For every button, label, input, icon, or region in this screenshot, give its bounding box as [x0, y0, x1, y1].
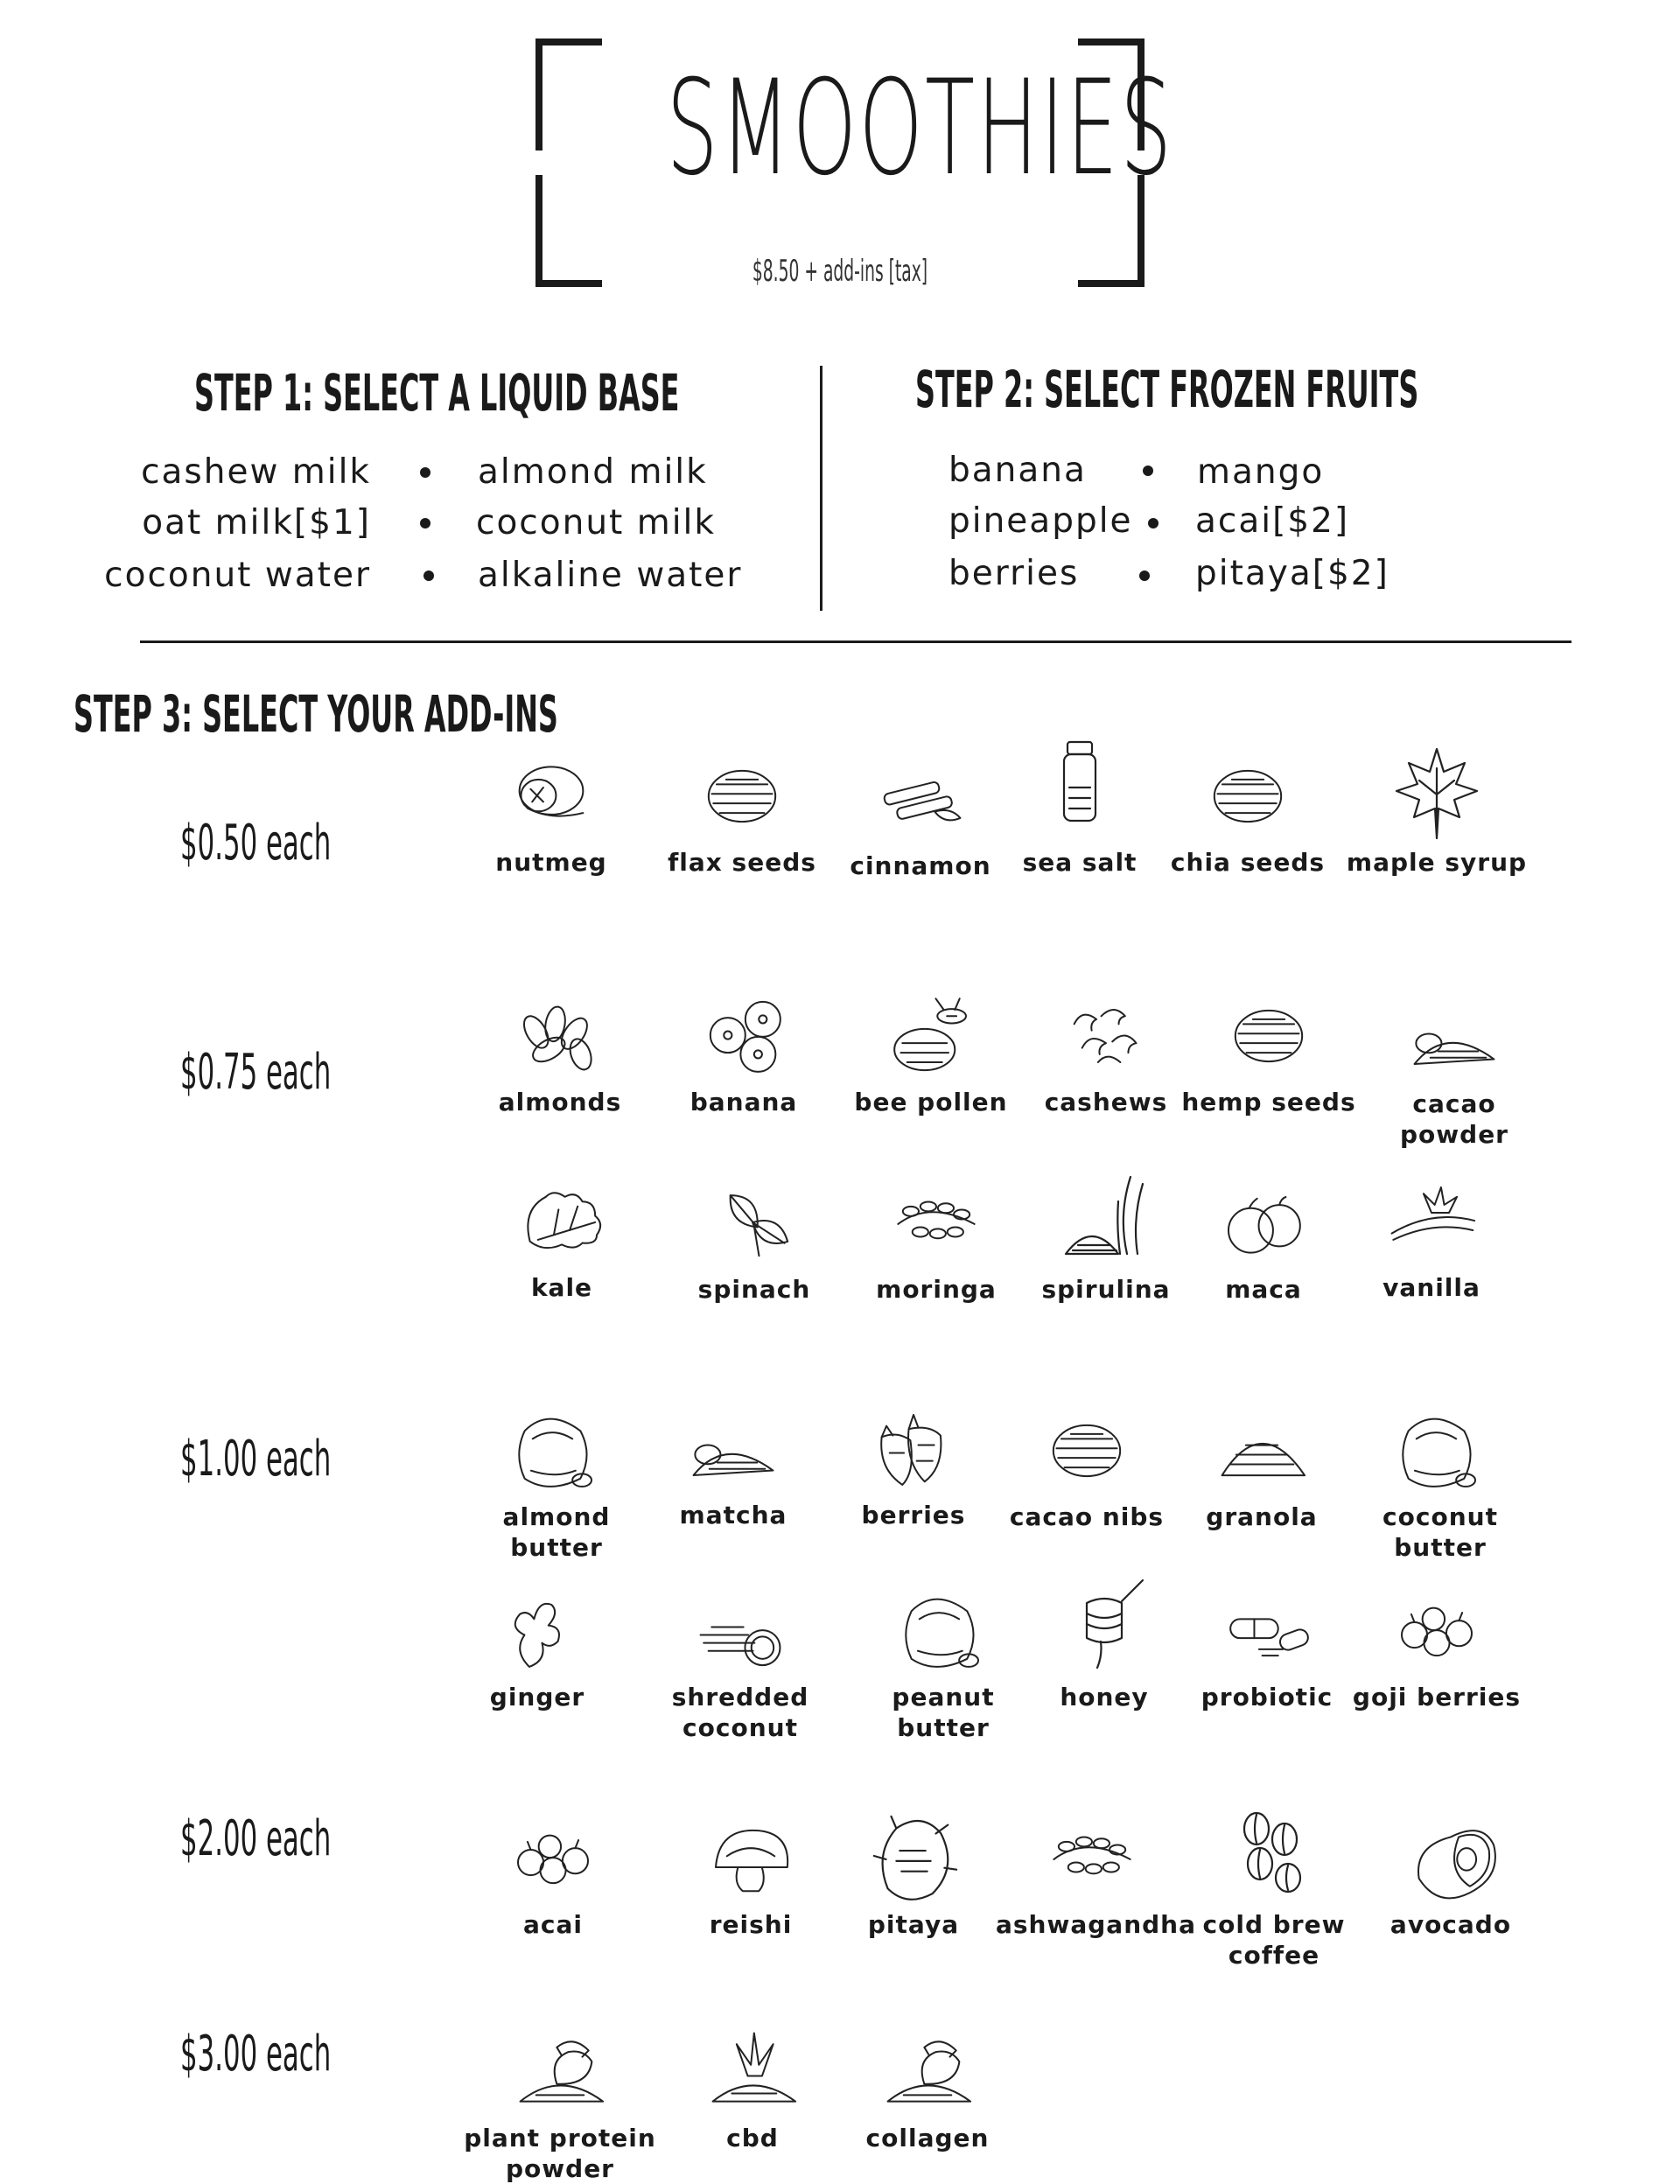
addin-label: pitaya [867, 1910, 960, 1939]
addin-label: flax seeds [668, 848, 816, 877]
hemp-leaf-icon [700, 2028, 805, 2116]
fruit-option: pitaya[$2] [1195, 554, 1390, 593]
addin-label: vanilla [1382, 1273, 1480, 1302]
addin-label: bee pollen [854, 1088, 1008, 1116]
step1-heading: STEP 1: SELECT A LIQUID BASE [194, 363, 680, 423]
base-option: oat milk[$1] [142, 503, 371, 542]
addin-label: plant protein powder [464, 2124, 656, 2183]
addin-item [460, 1407, 653, 1563]
seeds-icon [1034, 1407, 1139, 1494]
fruit-option: pineapple [948, 501, 1133, 541]
addin-label: shredded coconut [671, 1683, 809, 1742]
addin-item [1172, 992, 1365, 1117]
seeds-icon [1216, 992, 1321, 1080]
strawberry-icon [861, 1405, 966, 1493]
addin-label: cinnamon [850, 851, 991, 880]
addin-item [840, 1180, 1032, 1305]
section-divider [140, 640, 1572, 643]
addin-label: goji berries [1352, 1683, 1522, 1712]
base-option: coconut water [104, 556, 371, 595]
addin-item [1354, 1815, 1547, 1940]
addin-label: nutmeg [495, 848, 607, 877]
addin-label: spirulina [1041, 1275, 1171, 1304]
addin-label: coconut butter [1382, 1502, 1498, 1562]
base-option: alkaline water [478, 556, 743, 595]
mushroom-icon [698, 1815, 803, 1902]
addin-label: ashwagandha [996, 1910, 1196, 1939]
addin-label: cold brew coffee [1202, 1910, 1346, 1970]
addin-item [466, 1178, 658, 1303]
price-tier-label: $0.75 each [180, 1044, 332, 1101]
leaves-icon [884, 1180, 989, 1267]
fruit-option: berries [948, 554, 1080, 593]
coffee-beans-icon [1222, 1802, 1326, 1902]
addin-label: chia seeds [1170, 848, 1326, 877]
addin-label: granola [1206, 1502, 1318, 1531]
fruit-option: acai[$2] [1195, 501, 1350, 541]
addin-item [1167, 1180, 1360, 1305]
pitaya-icon [861, 1808, 966, 1902]
addin-item [1166, 1407, 1358, 1532]
addin-label: maca [1225, 1275, 1302, 1304]
addin-item [1358, 994, 1550, 1150]
addin-label: honey [1060, 1683, 1149, 1712]
powder-icon [681, 1405, 786, 1493]
almonds-icon [508, 992, 612, 1080]
cashews-icon [1054, 992, 1158, 1080]
addin-item [1340, 740, 1533, 878]
addin-item [990, 1407, 1183, 1532]
leaves-icon [1040, 1815, 1144, 1902]
addin-item [817, 1808, 1010, 1940]
berries-icon [500, 1815, 606, 1902]
price-tier-label: $1.00 each [180, 1431, 332, 1488]
scoop-icon [508, 2028, 612, 2116]
bullet-dot [1148, 518, 1158, 528]
addin-item [1340, 1587, 1533, 1712]
title-bracket-top-left [536, 38, 602, 150]
addin-label: cacao nibs [1009, 1502, 1165, 1531]
seeds-icon [1195, 752, 1300, 840]
addin-label: banana [690, 1088, 798, 1116]
title-bracket-bottom-left [536, 175, 602, 287]
addin-item [637, 1405, 830, 1530]
addin-label: avocado [1390, 1910, 1512, 1939]
fruit-option: banana [948, 451, 1087, 490]
step3-heading: STEP 3: SELECT YOUR ADD-INS [74, 684, 558, 744]
nutmeg-icon [499, 752, 604, 840]
bullet-dot [420, 518, 430, 528]
jar-icon [1388, 1407, 1493, 1494]
addin-label: cashews [1044, 1088, 1168, 1116]
addin-item [835, 992, 1027, 1117]
addin-item [441, 1587, 634, 1712]
maple-leaf-icon [1384, 740, 1489, 840]
addin-label: sea salt [1022, 848, 1138, 877]
addin-item [646, 752, 838, 878]
spinach-icon [702, 1180, 807, 1267]
salt-shaker-icon [1027, 726, 1132, 840]
addin-item [1171, 1587, 1363, 1712]
jar-icon [504, 1407, 609, 1494]
vanilla-icon [1379, 1178, 1484, 1265]
addin-label: almonds [498, 1088, 622, 1116]
fruit-option: mango [1197, 452, 1325, 492]
addin-label: ginger [489, 1683, 585, 1712]
powder-icon [1402, 994, 1507, 1082]
addin-label: acai [523, 1910, 583, 1939]
addin-item [831, 2028, 1024, 2153]
granola-icon [1209, 1407, 1314, 1494]
avocado-icon [1398, 1815, 1503, 1902]
honey-dipper-icon [1052, 1575, 1157, 1675]
banana-icon [691, 992, 796, 1080]
kale-icon [509, 1178, 614, 1265]
addin-label: hemp seeds [1181, 1088, 1356, 1116]
addin-label: maple syrup [1346, 848, 1528, 877]
seeds-icon [690, 752, 794, 840]
addin-label: almond butter [502, 1502, 611, 1562]
addin-item [658, 1180, 850, 1305]
berries-icon [1384, 1587, 1489, 1675]
addin-item [1335, 1178, 1528, 1303]
coconut-icon [688, 1587, 793, 1675]
bullet-dot [420, 467, 430, 478]
spirulina-icon [1054, 1169, 1158, 1267]
addin-label: matcha [679, 1501, 788, 1530]
addin-item [817, 1405, 1010, 1530]
addin-item [996, 1815, 1196, 1940]
addin-label: collagen [865, 2124, 990, 2152]
addin-label: moringa [876, 1275, 997, 1304]
addin-label: kale [530, 1273, 593, 1302]
price-tier-label: $3.00 each [180, 2026, 332, 2082]
addin-label: peanut butter [892, 1683, 995, 1742]
page-title: SMOOTHIES [666, 52, 1174, 205]
base-option: cashew milk [141, 452, 371, 492]
addin-label: cacao powder [1400, 1089, 1508, 1149]
price-subtitle: $8.50 + add-ins [tax] [752, 254, 928, 289]
addin-item [464, 992, 656, 1117]
addin-item [656, 2028, 849, 2153]
addin-label: berries [861, 1501, 966, 1530]
addin-label: cbd [726, 2124, 779, 2152]
addin-item [648, 992, 840, 1117]
addin-item [457, 1815, 649, 1940]
bee-icon [878, 992, 984, 1080]
base-option: almond milk [478, 452, 708, 492]
bullet-dot [424, 570, 434, 581]
step-divider [820, 366, 822, 611]
scoop-icon [875, 2028, 980, 2116]
addin-item [984, 726, 1176, 878]
bullet-dot [1143, 466, 1153, 476]
addin-item [455, 752, 648, 878]
price-tier-label: $0.50 each [180, 815, 332, 872]
addin-label: spinach [697, 1275, 811, 1304]
base-option: coconut milk [476, 503, 716, 542]
bullet-dot [1139, 570, 1150, 581]
addin-item [1344, 1407, 1536, 1563]
ginger-icon [485, 1587, 590, 1675]
addin-label: reishi [709, 1910, 793, 1939]
maca-icon [1211, 1180, 1316, 1267]
addin-item [1152, 752, 1344, 878]
price-tier-label: $2.00 each [180, 1810, 332, 1867]
step2-heading: STEP 2: SELECT FROZEN FRUITS [915, 360, 1419, 419]
cinnamon-icon [868, 756, 973, 844]
addin-label: probiotic [1200, 1683, 1334, 1712]
jar-icon [891, 1587, 996, 1675]
capsule-icon [1214, 1587, 1320, 1675]
addin-item [1178, 1802, 1370, 1970]
addin-item [644, 1587, 836, 1743]
